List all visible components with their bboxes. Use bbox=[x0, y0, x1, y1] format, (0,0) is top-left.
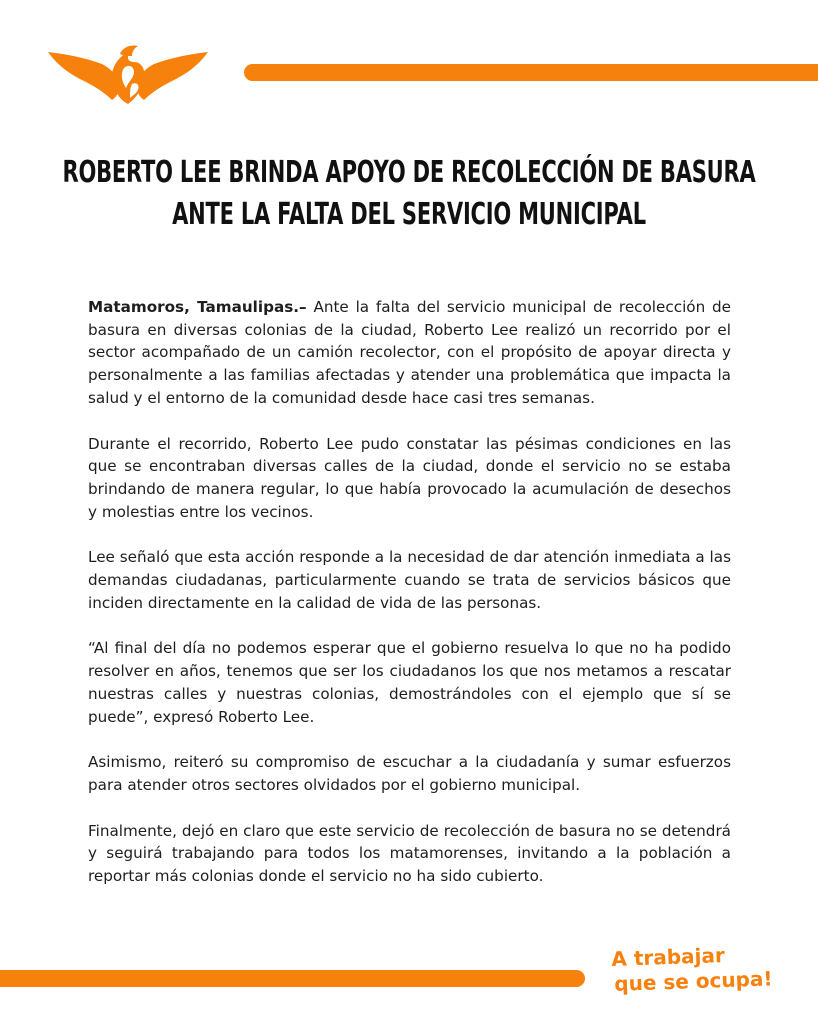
headline-line-1: ROBERTO LEE BRINDA APOYO DE RECOLECCIÓN DE BASURA bbox=[62, 155, 756, 190]
bottom-accent-bar bbox=[0, 970, 585, 987]
article-paragraph-5: Asimismo, reiteró su compromiso de escuchar a la ciudadanía y sumar esfuerzos para atender otros sectores olvidados por el gobierno municipal. bbox=[88, 753, 731, 794]
slogan-line-2: que se ocupa! bbox=[613, 966, 773, 996]
slogan bbox=[611, 941, 783, 997]
slogan-line-1: A trabajar bbox=[611, 943, 726, 971]
article-paragraph-2: Durante el recorrido, Roberto Lee pudo constatar las pésimas condiciones en las que se encontraban diversas calles de la ciudad, donde el servicio no se estaba brindando de manera regular, lo que había provocado la acumulación de desechos y molestias entre los vecinos. bbox=[88, 434, 731, 521]
headline-line-2: ANTE LA FALTA DEL SERVICIO MUNICIPAL bbox=[172, 197, 646, 232]
article-paragraph-6: Finalmente, dejó en claro que este servicio de recolección de basura no se detendrá y seguirá trabajando para todos los matamorenses, invitando a la población a reportar más colonias donde el servicio no ha sido cubierto. bbox=[88, 821, 731, 886]
paragraph-1-text: Ante la falta del servicio municipal de recolección de basura en diversas colonias de la ciudad, Roberto Lee realizó un recorrido por el sector acompañado de un camión recolector, con el propósito de apoyar directa y personalmente a las familias afectadas y atender una problemática que impacta la salud y el entorno de la comunidad desde hace casi tres semanas. bbox=[88, 298, 732, 407]
article-body bbox=[88, 296, 731, 911]
article-paragraph-1 bbox=[88, 296, 731, 410]
article-paragraph-4: “Al final del día no podemos esperar que el gobierno resuelva lo que no ha podido resolver en años, tenemos que ser los ciudadanos los que nos metamos a rescatar nuestras calles y nuestras colonias, demostrándoles con el ejemplo que sí se puede”, expresó Roberto Lee. bbox=[88, 639, 731, 726]
top-accent-bar bbox=[244, 64, 818, 81]
headline bbox=[60, 152, 759, 236]
article-paragraph-3: Lee señaló que esta acción responde a la necesidad de dar atención inmediata a las demandas ciudadanas, particularmente cuando se trata de servicios básicos que inciden directamente en la calidad de vida de las personas. bbox=[88, 548, 731, 612]
eagle-logo-icon bbox=[46, 44, 210, 106]
dateline: Matamoros, Tamaulipas.– bbox=[88, 298, 307, 316]
